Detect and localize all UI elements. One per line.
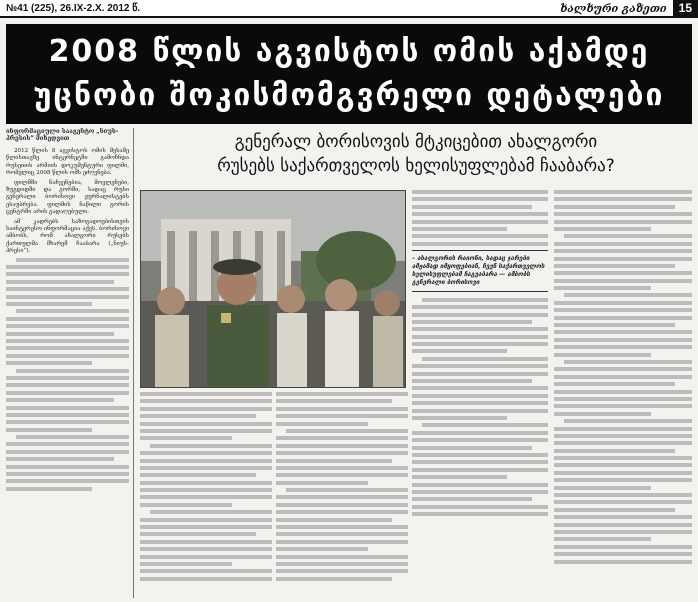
text-line: [422, 357, 548, 361]
text-line: [412, 342, 548, 346]
text-line: [276, 422, 368, 426]
text-line: [554, 434, 692, 438]
text-line: [6, 332, 114, 336]
text-line: [140, 518, 272, 522]
text-line: [276, 569, 408, 573]
text-line: [554, 308, 692, 312]
article-paragraph: ამ კადრებს საზოგადოებისთვის საინტერესო ინფორმაცია აქვს. ბორისოვი ამბობს, რომ ახალგორი რუსებს ქართულმა მხარემ ჩააბარა („ნიუს-პრესი“).: [6, 218, 129, 255]
headline-line-2: უცნობი შოკისმომგვრელი დეტალები: [33, 78, 665, 113]
text-line: [140, 540, 272, 544]
article-column-right-2: [554, 190, 692, 598]
text-line: [412, 468, 548, 472]
text-line: [554, 316, 692, 320]
text-line: [412, 234, 548, 238]
text-line: [6, 272, 129, 276]
text-line: [140, 503, 232, 507]
text-line: [412, 379, 532, 383]
text-line: [554, 242, 692, 246]
text-line: [140, 547, 272, 551]
text-line: [140, 451, 272, 455]
subheadline-line-2: რუსებს საქართველოს ხელისუფლებამ ჩააბარა?: [217, 156, 615, 176]
text-line: [554, 537, 651, 541]
text-line: [6, 420, 129, 424]
text-line: [276, 399, 392, 403]
text-line: [564, 419, 692, 423]
text-line: [276, 577, 392, 581]
headline-line-1: 2008 წლის აგვისტოს ომის აქამდე: [48, 34, 650, 69]
text-line: [554, 486, 651, 490]
text-line: [412, 483, 548, 487]
text-line: [554, 375, 692, 379]
text-line: [564, 360, 692, 364]
text-line: [412, 227, 507, 231]
text-line: [6, 479, 129, 483]
text-line: [554, 456, 692, 460]
text-line: [554, 367, 692, 371]
subheadline-line-1: გენერალ ბორისოვის მტკიცებით ახალგორი: [234, 132, 598, 152]
text-line: [412, 505, 548, 509]
text-line: [554, 515, 692, 519]
text-line: [412, 372, 548, 376]
text-line: [276, 525, 408, 529]
text-line: [6, 361, 92, 365]
text-line: [6, 324, 129, 328]
text-line: [554, 478, 692, 482]
text-line: [6, 354, 129, 358]
text-line: [412, 190, 548, 194]
text-line: [564, 234, 692, 238]
text-line: [150, 444, 272, 448]
text-line: [6, 457, 114, 461]
text-line: [6, 450, 129, 454]
pull-quote: – ახალგორის რაიონი, სადაც ჯარები ამჟამად იმყოფებიან, ჩვენ საქართველოს ხელისუფლებამ ჩაგვაბარა — ამბობს გენერალი ბორისოვი: [412, 250, 548, 292]
text-line: [554, 279, 692, 283]
text-line: [276, 481, 368, 485]
text-line: [140, 414, 256, 418]
text-line: [16, 309, 129, 313]
text-line: [412, 394, 548, 398]
text-line: [554, 197, 692, 201]
article-paragraph: 2012 წლის 8 აგვისტოს ომის მესამე წლისთავზე ინტერნეტში გამოჩნდა რუსეთის არმიის დოკუმენტური ფილმი, რომელიც 2008 წლის ომს ეძღვნება.: [6, 148, 129, 177]
text-line: [140, 436, 232, 440]
text-line: [276, 503, 408, 507]
text-line: [276, 540, 408, 544]
text-line: [6, 287, 129, 291]
text-line: [140, 466, 272, 470]
text-line: [140, 488, 272, 492]
text-line: [276, 407, 408, 411]
text-line: [6, 339, 129, 343]
text-line: [554, 463, 692, 467]
text-line: [6, 428, 92, 432]
text-line: [554, 523, 692, 527]
text-line: [554, 227, 651, 231]
text-line: [6, 317, 129, 321]
text-line: [276, 473, 408, 477]
text-line: [140, 577, 272, 581]
text-line: [554, 345, 692, 349]
text-line: [412, 212, 548, 216]
article-column-middle-2: [276, 392, 408, 598]
text-line: [140, 495, 272, 499]
text-line: [6, 413, 129, 417]
text-line: [412, 197, 548, 201]
article-column-right-1: [412, 190, 548, 598]
text-line: [286, 429, 408, 433]
text-line: [412, 475, 507, 479]
text-line: [276, 436, 408, 440]
text-line: [140, 569, 272, 573]
text-line: [6, 442, 129, 446]
text-line: [140, 562, 232, 566]
newspaper-masthead: ხალხური გაზეთი: [559, 1, 667, 15]
text-line: [276, 562, 408, 566]
text-line: [412, 220, 548, 224]
text-line: [276, 518, 392, 522]
text-line: [422, 298, 548, 302]
text-line: [554, 257, 692, 261]
text-line: [554, 500, 692, 504]
photo-illustration: [141, 191, 406, 388]
article-column-left: [6, 128, 134, 598]
text-line: [554, 493, 692, 497]
text-line: [554, 205, 675, 209]
text-line: [554, 471, 692, 475]
text-line: [412, 349, 507, 353]
text-line: [554, 508, 675, 512]
text-line: [554, 323, 675, 327]
text-line: [412, 416, 507, 420]
text-line: [276, 555, 408, 559]
text-line: [422, 423, 548, 427]
text-line: [6, 398, 114, 402]
text-line: [140, 525, 272, 529]
text-line: [554, 530, 692, 534]
text-line: [412, 512, 548, 516]
text-line: [554, 552, 692, 556]
text-line: [140, 532, 256, 536]
text-line: [276, 532, 408, 536]
text-line: [276, 510, 408, 514]
text-line: [554, 397, 692, 401]
text-line: [6, 280, 114, 284]
text-line: [412, 438, 548, 442]
text-line: [140, 392, 272, 396]
main-headline: [6, 24, 692, 124]
subheadline: [140, 130, 692, 182]
text-line: [412, 409, 548, 413]
text-line: [6, 295, 129, 299]
text-line: [140, 399, 272, 403]
text-line: [412, 431, 548, 435]
text-line: [412, 497, 532, 501]
text-line: [6, 472, 129, 476]
text-line: [6, 465, 129, 469]
text-line: [554, 286, 651, 290]
text-line: [140, 429, 272, 433]
text-line: [140, 422, 272, 426]
text-line: [412, 453, 548, 457]
text-line: [412, 320, 532, 324]
text-line: [554, 441, 692, 445]
text-line: [140, 473, 256, 477]
text-line: [6, 406, 129, 410]
text-line: [140, 481, 272, 485]
news-photo-general-with-crowd: [140, 190, 406, 388]
text-line: [6, 346, 129, 350]
text-line: [6, 383, 129, 387]
text-line: [554, 212, 692, 216]
text-line: [140, 407, 272, 411]
text-line: [412, 490, 548, 494]
text-line: [276, 451, 408, 455]
text-line: [140, 459, 272, 463]
text-line: [412, 305, 548, 309]
text-line: [276, 392, 408, 396]
text-line: [412, 242, 548, 246]
text-line: [150, 510, 272, 514]
text-line: [6, 265, 129, 269]
text-line: [16, 369, 129, 373]
text-line: [554, 545, 692, 549]
text-line: [6, 487, 92, 491]
text-line: [6, 391, 129, 395]
page-header-bar: [0, 0, 698, 18]
text-line: [554, 301, 692, 305]
text-line: [554, 330, 692, 334]
text-line: [554, 220, 692, 224]
text-line: [554, 390, 692, 394]
text-line: [412, 386, 548, 390]
text-line: [554, 190, 692, 194]
text-line: [412, 327, 548, 331]
text-line: [412, 205, 532, 209]
text-line: [6, 376, 129, 380]
issue-info: №41 (225), 26.IX-2.X. 2012 წ.: [6, 2, 141, 14]
text-line: [554, 427, 692, 431]
text-line: [412, 401, 548, 405]
page-number: 15: [673, 0, 698, 17]
text-line: [554, 264, 675, 268]
text-line: [554, 271, 692, 275]
text-line: [554, 249, 692, 253]
text-line: [412, 446, 532, 450]
text-line: [412, 460, 548, 464]
text-line: [6, 302, 92, 306]
text-line: [286, 488, 408, 492]
text-line: [412, 313, 548, 317]
text-line: [16, 435, 129, 439]
text-line: [412, 335, 548, 339]
text-line: [554, 412, 651, 416]
text-line: [276, 495, 408, 499]
article-column-middle-1: [140, 392, 272, 598]
text-line: [554, 338, 692, 342]
text-line: [412, 364, 548, 368]
text-line: [554, 560, 692, 564]
text-line: [276, 414, 408, 418]
text-line: [564, 293, 692, 297]
text-line: [554, 382, 675, 386]
article-paragraph: ფილმში ნაჩვენებია, მოვლენები, ზუგდიდში და გორში, სადაც რუსი გენერალი ბორისოვი ჟურნალისტებს ესაუბრება. ფილმის ნაწილი გორის ცენტრში არის გადაღებული.: [6, 179, 129, 216]
text-line: [16, 258, 129, 262]
text-line: [276, 547, 368, 551]
text-line: [554, 353, 651, 357]
text-line: [554, 404, 692, 408]
text-line: [554, 449, 675, 453]
text-line: [276, 466, 408, 470]
text-line: [276, 444, 408, 448]
byline: ინფორმაციული სააგენტო „ნიუს-პრესის“ მიხედვით: [6, 128, 119, 142]
text-line: [276, 459, 392, 463]
text-line: [140, 555, 272, 559]
